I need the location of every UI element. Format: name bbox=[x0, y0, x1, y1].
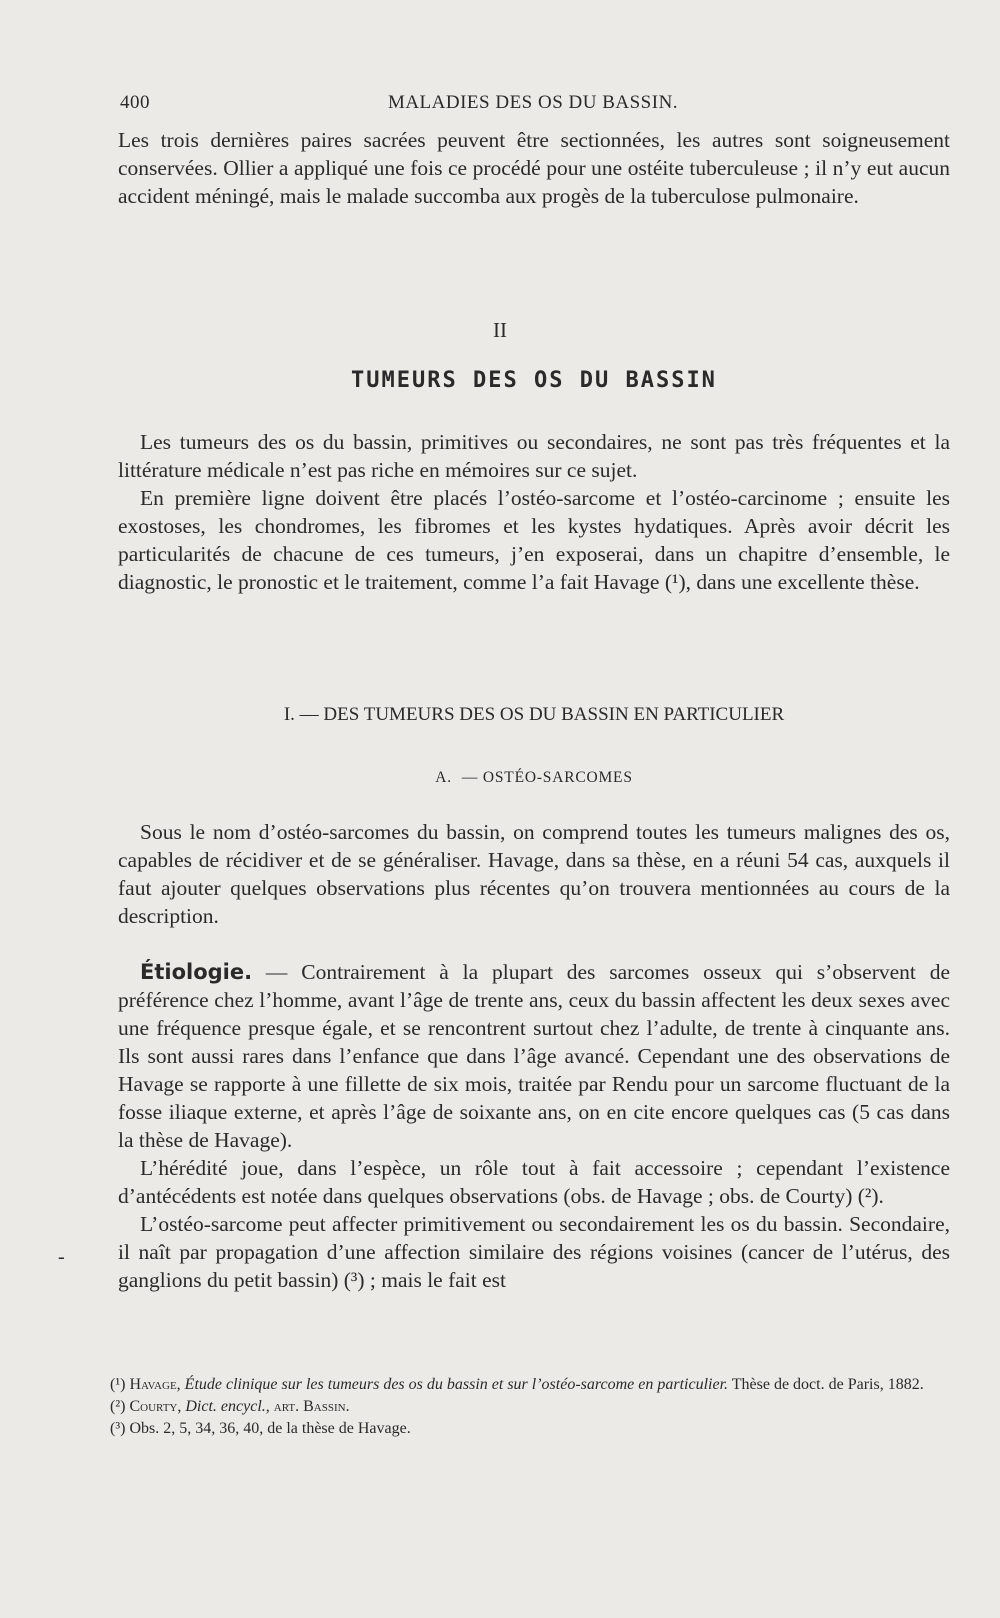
page-number: 400 bbox=[120, 92, 150, 113]
footnote-mark: (³) bbox=[110, 1420, 126, 1437]
intro-block bbox=[118, 126, 950, 210]
footnote-author: Havage, bbox=[129, 1376, 181, 1393]
footnote-rest: Obs. 2, 5, 34, 36, 40, de la thèse de Havage. bbox=[129, 1420, 411, 1437]
etiologie-paragraph bbox=[118, 958, 950, 1154]
footnote-mark: (²) bbox=[110, 1398, 126, 1415]
heredite-paragraph: L’hérédité joue, dans l’espèce, un rôle tout à fait accessoire ; cependant l’existence d’antécédents est notée dans quelques observations (obs. de Havage ; obs. de Courty) (²). bbox=[118, 1156, 950, 1208]
footnote-rest: art. Bassin. bbox=[273, 1398, 350, 1415]
footnote-author: Courty, bbox=[129, 1398, 182, 1415]
etiologie-heading: Étiologie. bbox=[140, 960, 253, 984]
intro-paragraph: Les trois dernières paires sacrées peuvent être sectionnées, les autres sont soigneusement conservées. Ollier a appliqué une fois ce procédé pour une ostéite tuberculeuse ; il n’y eut aucun accident méningé, mais le malade succomba aux progès de la tuberculose pulmonaire. bbox=[118, 128, 950, 208]
section-number: II bbox=[493, 318, 507, 342]
section-paragraph-1: Les tumeurs des os du bassin, primitives ou secondaires, ne sont pas très fréquentes et la littérature médicale n’est pas riche en mémoires sur ce sujet. bbox=[118, 430, 950, 482]
subsection-letter: A. bbox=[435, 769, 452, 786]
etiologie-text: — Contrairement à la plupart des sarcomes osseux qui s’observent de préférence chez l’homme, avant l’âge de trente ans, ceux du bassin affectent les deux sexes avec une fréquence presque égale, et se rencontrent surtout chez l’adulte, de trente à cinquante ans. Ils sont aussi rares dans l’enfance que dans l’âge avancé. Cependant une des observations de Havage se rapporte à une fillette de six mois, traitée par Rendu pour un sarcome fluctuant de la fosse iliaque externe, et après l’âge de soixante ans, on en cite encore quelques cas (5 cas dans la thèse de Havage). bbox=[118, 960, 950, 1152]
osteo-paragraph: Sous le nom d’ostéo-sarcomes du bassin, on comprend toutes les tumeurs malignes des os, capables de récidiver et de se généraliser. Havage, dans sa thèse, en a réuni 54 cas, auxquels il faut ajouter quelques observations plus récentes qu’on trouvera mentionnées au cours de la description. bbox=[118, 820, 950, 928]
section-paragraph-2: En première ligne doivent être placés l’ostéo-sarcome et l’ostéo-carcinome ; ensuite les exostoses, les chondromes, les fibromes et les kystes hydatiques. Après avoir décrit les particularités de chacune de ces tumeurs, j’en exposerai, dans un chapitre d’ensemble, le diagnostic, le pronostic et le traitement, comme l’a fait Havage (¹), dans une excellente thèse. bbox=[118, 486, 950, 594]
footnote-mark: (¹) bbox=[110, 1376, 126, 1393]
footnote-title: Dict. encycl., bbox=[185, 1398, 270, 1415]
section-title: TUMEURS DES OS DU BASSIN bbox=[351, 368, 717, 393]
subsection-heading-2 bbox=[118, 769, 950, 787]
osteo-block bbox=[118, 818, 950, 930]
footnote-title: Étude clinique sur les tumeurs des os du bassin et sur l’ostéo-sarcome en particulier. bbox=[184, 1376, 729, 1393]
footnote-rest: Thèse de doct. de Paris, 1882. bbox=[731, 1376, 924, 1393]
footnote-2 bbox=[110, 1396, 952, 1418]
footnote-1 bbox=[110, 1374, 952, 1396]
subsection-heading-1: I. — DES TUMEURS DES OS DU BASSIN EN PARTICULIER bbox=[283, 704, 785, 725]
last-paragraph: L’ostéo-sarcome peut affecter primitivement ou secondairement les os du bassin. Secondaire, il naît par propagation d’une affection similaire des régions voisines (cancer de l’utérus, des ganglions du petit bassin) (³) ; mais le fait est bbox=[118, 1212, 950, 1292]
running-head: MALADIES DES OS DU BASSIN. bbox=[387, 92, 679, 113]
margin-mark: - bbox=[58, 1246, 65, 1268]
subsection-title: — OSTÉO-SARCOMES bbox=[461, 769, 633, 786]
etiologie-block bbox=[118, 958, 950, 1294]
footnote-3 bbox=[110, 1418, 952, 1440]
footnotes bbox=[110, 1374, 952, 1440]
section-body bbox=[118, 428, 950, 596]
